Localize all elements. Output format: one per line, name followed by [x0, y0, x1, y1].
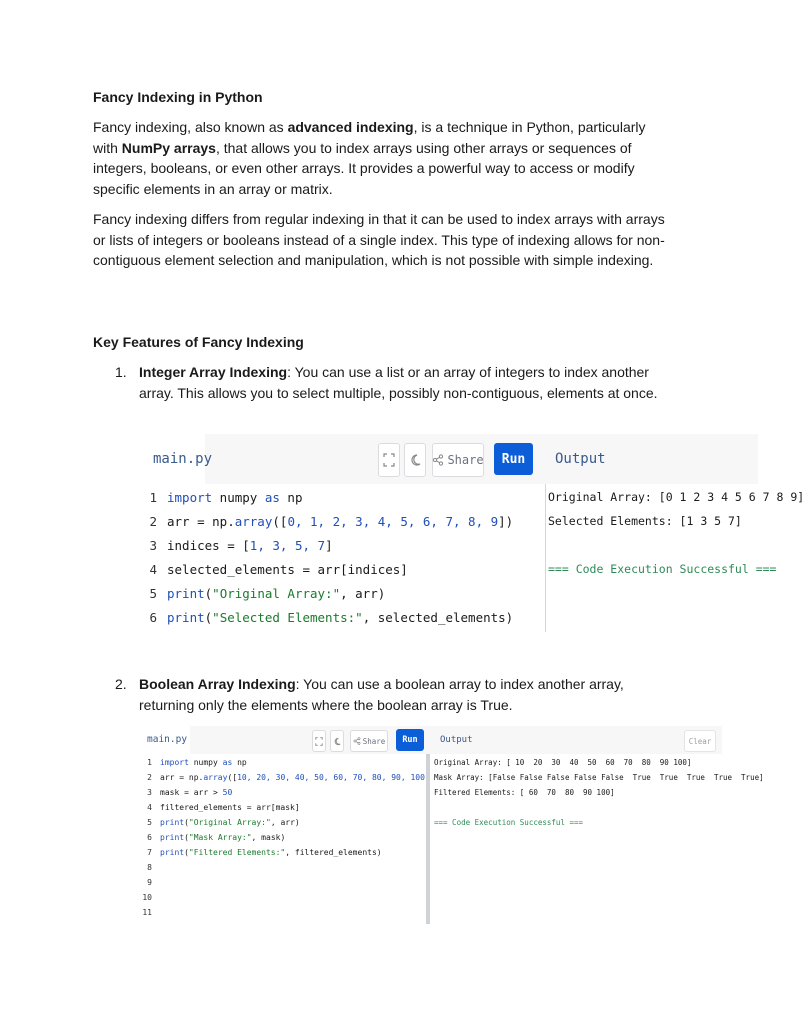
theme-moon-icon[interactable] — [330, 730, 344, 752]
document-title: Fancy Indexing in Python — [93, 89, 263, 105]
intro-bold-advanced-indexing: advanced indexing — [287, 119, 414, 135]
share-label: Share — [447, 453, 484, 467]
share-icon — [353, 737, 361, 745]
list-item-text — [139, 362, 675, 403]
list-item-text — [139, 674, 675, 715]
code-line: 5 print("Original Array:", arr) — [139, 586, 385, 601]
second-paragraph: Fancy indexing differs from regular indexing in that it can be used to index arrays with arrays or lists of integers or booleans instead of a single index. This type of indexing allows for non-contiguous element selection and manipulation, which is not possible with simple indexing. — [93, 211, 665, 269]
code-line: 7 print("Filtered Elements:", filtered_elements) — [140, 848, 382, 857]
theme-moon-icon[interactable] — [404, 443, 426, 477]
tab-main-py[interactable]: main.py — [140, 726, 190, 754]
execution-success-message: === Code Execution Successful === — [548, 562, 777, 576]
output-line: Original Array: [ 10 20 30 40 50 60 70 80 90 100] — [434, 758, 692, 767]
code-editor-screenshot-2 — [140, 726, 764, 924]
list-number: 2. — [115, 676, 127, 692]
output-label: Output — [440, 735, 473, 745]
code-line: 6 print("Mask Array:", mask) — [140, 833, 285, 842]
list-item-body: : You can use a boolean array to index another array, returning only the elements where the boolean array is True. — [139, 676, 624, 713]
output-line: Filtered Elements: [ 60 70 80 90 100] — [434, 788, 615, 797]
code-line — [140, 878, 160, 887]
intro-text-1: Fancy indexing, also known as — [93, 119, 288, 135]
list-item-bold: Integer Array Indexing — [139, 364, 288, 380]
features-heading: Key Features of Fancy Indexing — [93, 334, 304, 350]
code-line: 3 indices = [1, 3, 5, 7] — [139, 538, 333, 553]
tab-main-py[interactable]: main.py — [139, 434, 205, 484]
share-icon — [432, 454, 444, 466]
line-number: 8 — [147, 863, 152, 872]
run-button[interactable]: Run — [494, 443, 533, 475]
line-number: 6 — [149, 610, 157, 625]
code-area[interactable] — [140, 754, 426, 924]
output-line: Original Array: [0 1 2 3 4 5 6 7 8 9] — [548, 490, 804, 504]
line-number: 2 — [149, 514, 157, 529]
intro-text-3: , that allows you to index arrays using other arrays or sequences of integers, booleans, or even other arrays. It provides a powerful way to access or modify specific elements in an array or matrix. — [93, 139, 635, 198]
code-line: 1 import numpy as np — [140, 758, 247, 767]
output-area — [430, 754, 764, 924]
intro-bold-numpy-arrays: NumPy arrays — [121, 139, 216, 156]
code-line — [140, 863, 160, 872]
fullscreen-icon[interactable] — [312, 730, 326, 752]
line-number: 2 — [147, 773, 152, 782]
line-number: 1 — [147, 758, 152, 767]
share-button[interactable] — [432, 443, 484, 477]
list-item-body: : You can use a list or an array of integers to index another array. This allows you to select multiple, possibly non-contiguous, elements at once. — [139, 364, 658, 401]
line-number: 4 — [149, 562, 157, 577]
line-number: 7 — [147, 848, 152, 857]
output-line: Mask Array: [False False False False False True True True True True] — [434, 773, 764, 782]
code-line: 6 print("Selected Elements:", selected_elements) — [139, 610, 513, 625]
line-number: 3 — [149, 538, 157, 553]
line-number: 5 — [149, 586, 157, 601]
code-editor-screenshot-1 — [139, 434, 804, 632]
run-button[interactable]: Run — [396, 729, 424, 751]
list-number: 1. — [115, 364, 127, 380]
code-line — [140, 893, 160, 902]
list-item-integer-indexing — [115, 362, 675, 426]
intro-paragraph — [93, 117, 673, 200]
list-item-bold: Boolean Array Indexing — [139, 676, 296, 692]
line-number: 5 — [147, 818, 152, 827]
output-area — [546, 484, 804, 632]
clear-button[interactable]: Clear — [684, 730, 716, 752]
share-button[interactable] — [350, 730, 388, 752]
line-number: 1 — [149, 490, 157, 505]
share-label: Share — [362, 736, 386, 746]
list-item-boolean-indexing — [115, 674, 675, 716]
code-line: 1 import numpy as np — [139, 490, 302, 505]
line-number: 3 — [147, 788, 152, 797]
output-line: Selected Elements: [1 3 5 7] — [548, 514, 742, 528]
intro-text-2: , is a technique in Python, particularly with — [93, 119, 646, 156]
code-line: 4 selected_elements = arr[indices] — [139, 562, 408, 577]
line-number: 10 — [142, 893, 152, 902]
line-number: 11 — [142, 908, 152, 917]
line-number: 4 — [147, 803, 152, 812]
execution-success-message: === Code Execution Successful === — [434, 818, 584, 827]
output-label: Output — [555, 451, 606, 467]
fullscreen-icon[interactable] — [378, 443, 400, 477]
code-line: 2 arr = np.array([10, 20, 30, 40, 50, 60, 70, 80, 90, 100 — [140, 773, 435, 782]
code-line — [140, 908, 160, 917]
code-area[interactable] — [139, 484, 545, 632]
code-line: 2 arr = np.array([0, 1, 2, 3, 4, 5, 6, 7, 8, 9]) — [139, 514, 513, 529]
line-number: 9 — [147, 878, 152, 887]
code-line: 4 filtered_elements = arr[mask] — [140, 803, 300, 812]
line-number: 6 — [147, 833, 152, 842]
code-line: 5 print("Original Array:", arr) — [140, 818, 300, 827]
code-line: 3 mask = arr > 50 — [140, 788, 232, 797]
